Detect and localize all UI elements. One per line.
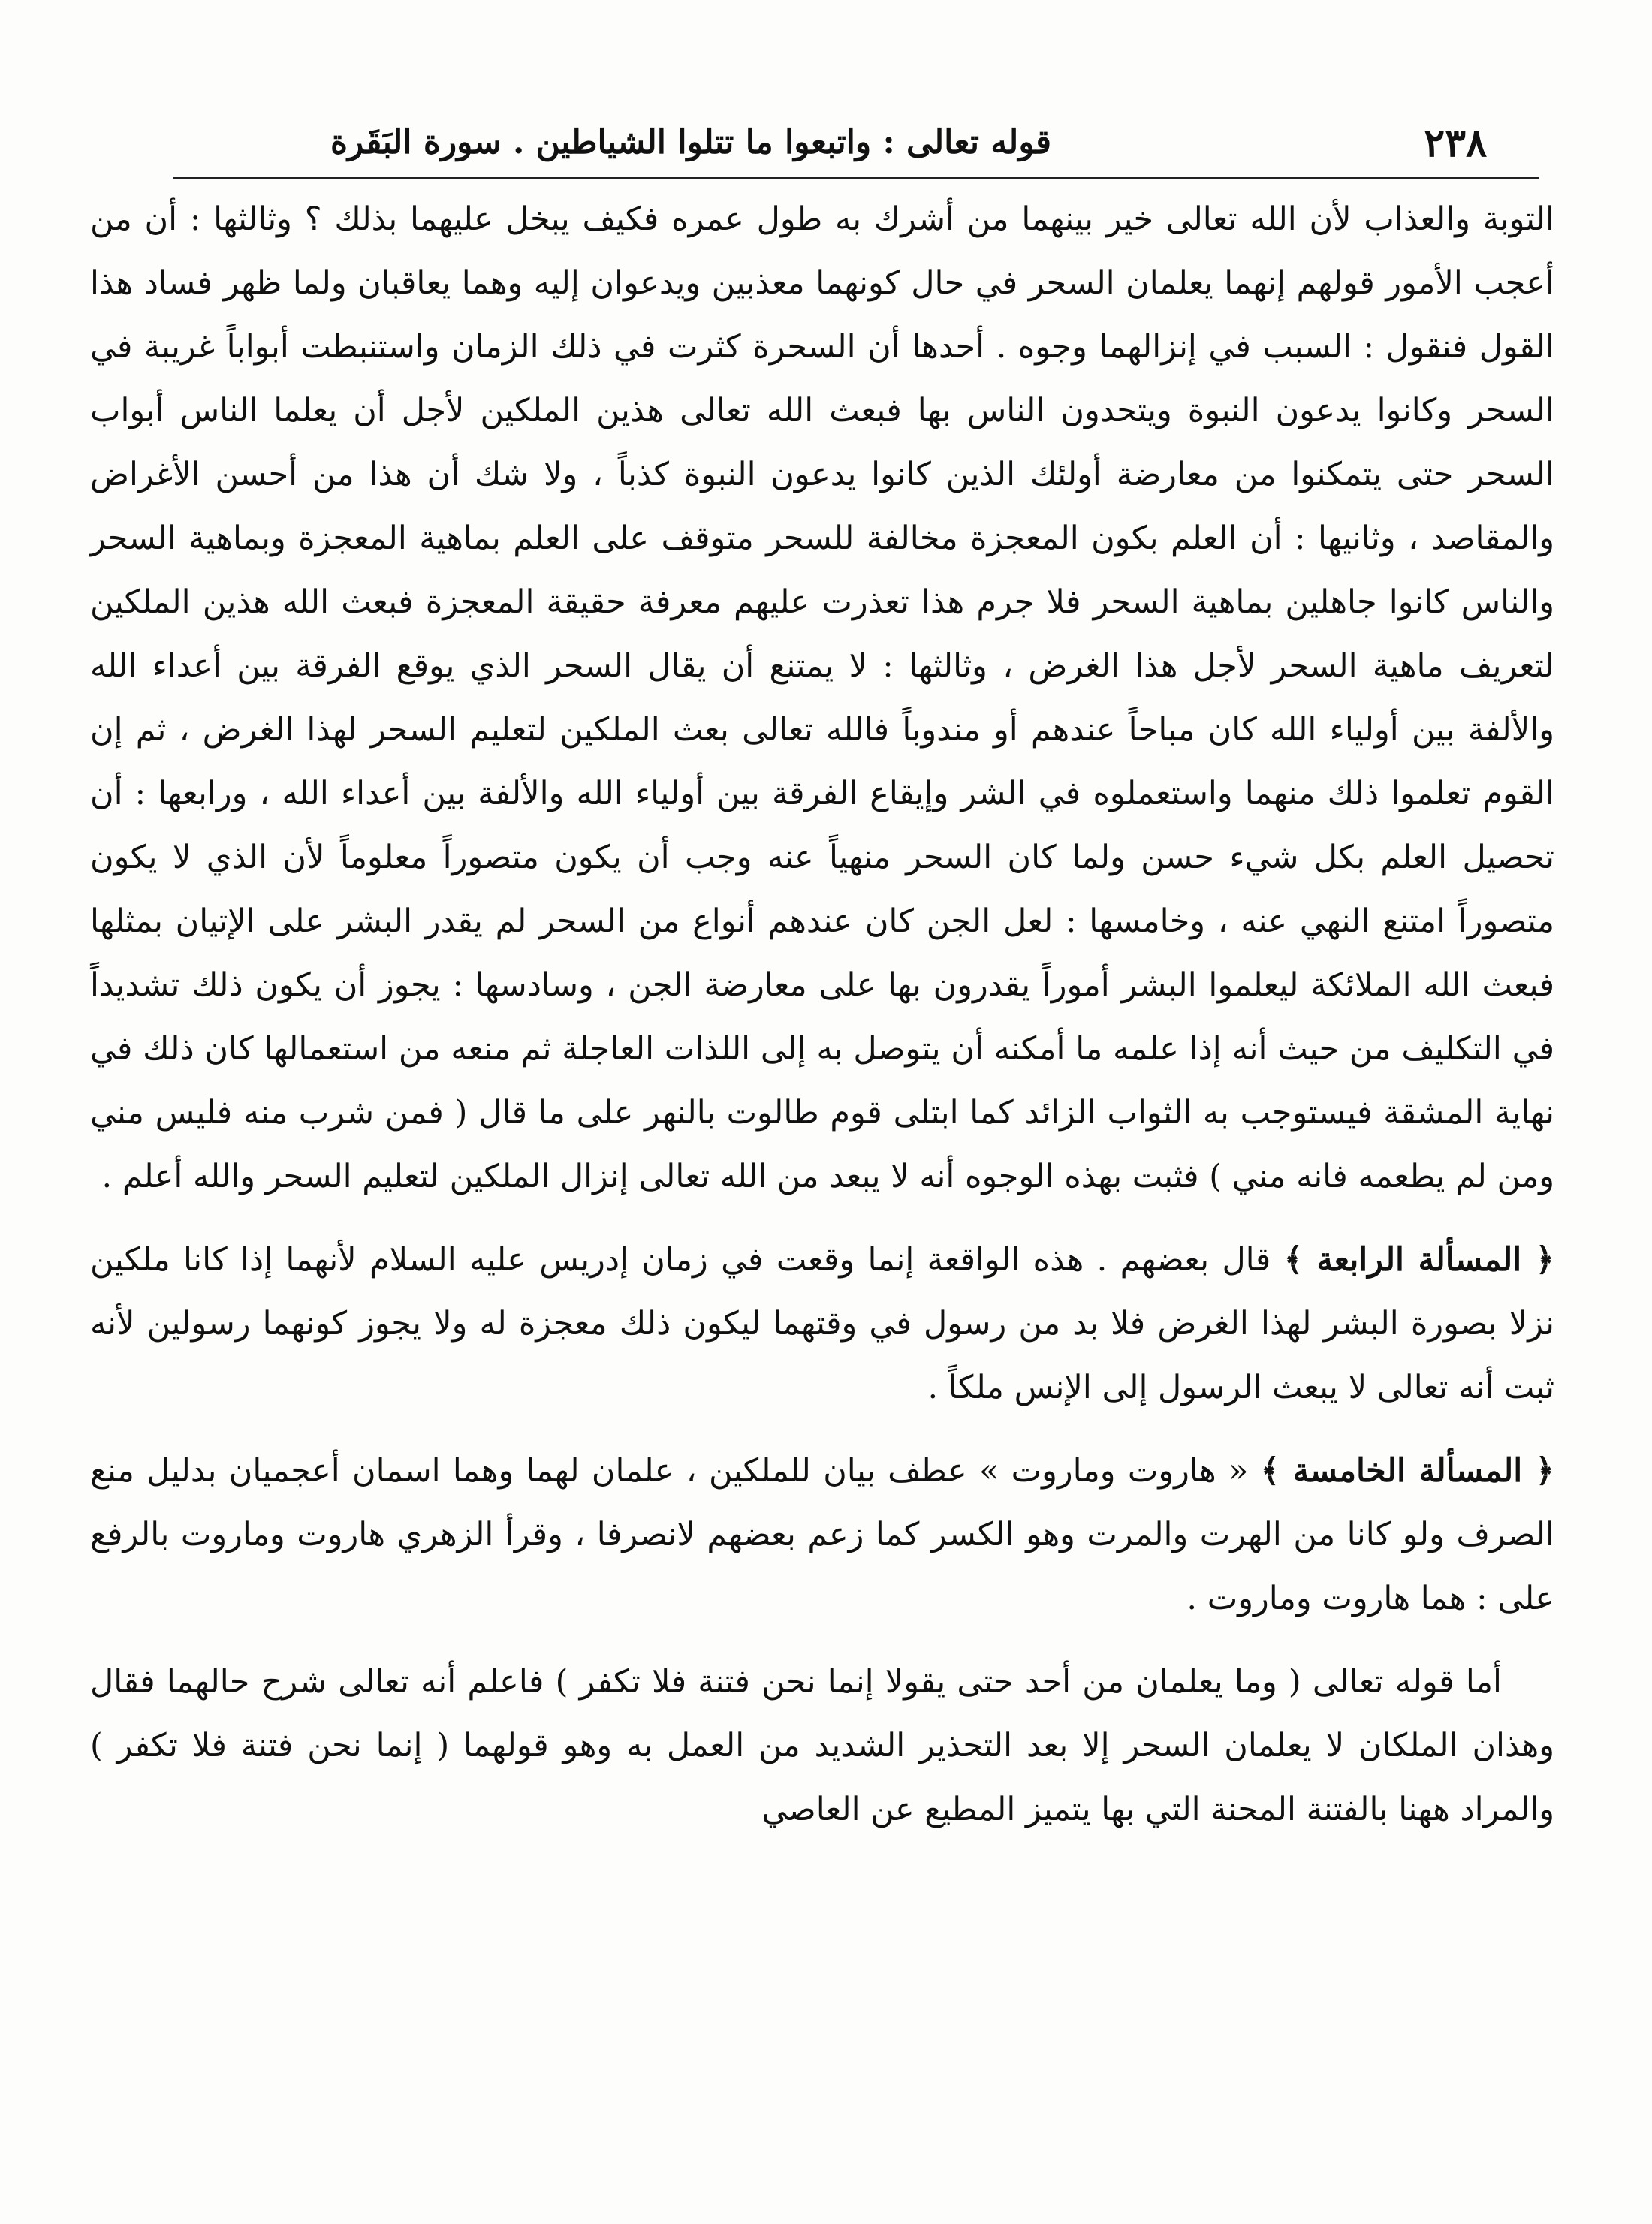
page-body	[90, 188, 1554, 2209]
paragraph-fifth-issue	[90, 1439, 1554, 1631]
section-title: ﴿ المسألة الخامسة ﴾	[1260, 1452, 1555, 1490]
running-title: قوله تعالى : واتبعوا ما تتلوا الشياطين . سورة البَقَرة	[330, 123, 1052, 161]
paragraph-magic-reasons	[90, 188, 1554, 1209]
paragraph-text: أما قوله تعالى ( وما يعلمان من أحد حتى يقولا إنما نحن فتنة فلا تكفر ) فاعلم أنه تعالى شرح حالهما فقال وهذان الملكان لا يعلمان السحر إلا بعد التحذير الشديد من العمل به وهو قولهما ( إنما نحن فتنة فلا تكفر ) والمراد ههنا بالفتنة المحنة التي بها يتميز المطيع عن العاصي	[90, 1663, 1554, 1828]
paragraph-fitna	[90, 1650, 1554, 1842]
header-divider	[173, 177, 1539, 179]
paragraph-text: التوبة والعذاب لأن الله تعالى خير بينهما من أشرك به طول عمره فكيف يبخل عليهما بذلك ؟ وثالثها : أن من أعجب الأمور قولهم إنهما يعلمان السحر في حال كونهما معذبين ويدعوان إليه وهما يعاقبان ولما ظهر فساد هذا القول فنقول : السبب في إنزالهما وجوه . أحدها أن السحرة كثرت في ذلك الزمان واستنبطت أبواباً غريبة في السحر وكانوا يدعون النبوة ويتحدون الناس بها فبعث الله تعالى هذين الملكين لأجل أن يعلما الناس أبواب السحر حتى يتمكنوا من معارضة أولئك الذين كانوا يدعون النبوة كذباً ، ولا شك أن هذا من أحسن الأغراض والمقاصد ، وثانيها : أن العلم بكون المعجزة مخالفة للسحر متوقف على العلم بماهية المعجزة وبماهية السحر والناس كانوا جاهلين بماهية السحر فلا جرم هذا تعذرت عليهم معرفة حقيقة المعجزة فبعث الله هذين الملكين لتعريف ماهية السحر لأجل هذا الغرض ، وثالثها : لا يمتنع أن يقال السحر الذي يوقع الفرقة بين أعداء الله والألفة بين أولياء الله كان مباحاً عندهم أو مندوباً فالله تعالى بعث الملكين لتعليم السحر لهذا الغرض ، ثم إن القوم تعلموا ذلك منهما واستعملوه في الشر وإيقاع الفرقة بين أولياء الله والألفة بين أعداء الله ، ورابعها : أن تحصيل العلم بكل شيء حسن ولما كان السحر منهياً عنه وجب أن يكون متصوراً معلوماً لأن الذي لا يكون متصوراً امتنع النهي عنه ، وخامسها : لعل الجن كان عندهم أنواع من السحر لم يقدر البشر على الإتيان بمثلها فبعث الله الملائكة ليعلموا البشر أموراً يقدرون بها على معارضة الجن ، وسادسها : يجوز أن يكون ذلك تشديداً في التكليف من حيث أنه إذا علمه ما أمكنه أن يتوصل به إلى اللذات العاجلة ثم منعه من استعمالها كان ذلك في نهاية المشقة فيستوجب به الثواب الزائد كما ابتلى قوم طالوت بالنهر على ما قال ( فمن شرب منه فليس مني ومن لم يطعمه فانه مني ) فثبت بهذه الوجوه أنه لا يبعد من الله تعالى إنزال الملكين لتعليم السحر والله أعلم .	[90, 200, 1555, 1195]
paragraph-text: « هاروت وماروت » عطف بيان للملكين ، علمان لهما وهما اسمان أعجميان بدليل منع الصرف ولو كانا من الهرت والمرت وهو الكسر كما زعم بعضهم لانصرفا ، وقرأ الزهري هاروت وماروت بالرفع على : هما هاروت وماروت .	[90, 1452, 1554, 1617]
paragraph-fourth-issue	[90, 1228, 1554, 1420]
section-title: ﴿ المسألة الرابعة ﴾	[1283, 1241, 1554, 1279]
page-header	[180, 113, 1487, 173]
paragraph-text: قال بعضهم . هذه الواقعة إنما وقعت في زمان إدريس عليه السلام لأنهما إذا كانا ملكين نزلا بصورة البشر لهذا الغرض فلا بد من رسول في وقتهما ليكون ذلك معجزة له ولا يجوز كونهما رسولين لأنه ثبت أنه تعالى لا يبعث الرسول إلى الإنس ملكاً .	[90, 1241, 1554, 1406]
page-number: ٢٣٨	[1424, 120, 1487, 166]
